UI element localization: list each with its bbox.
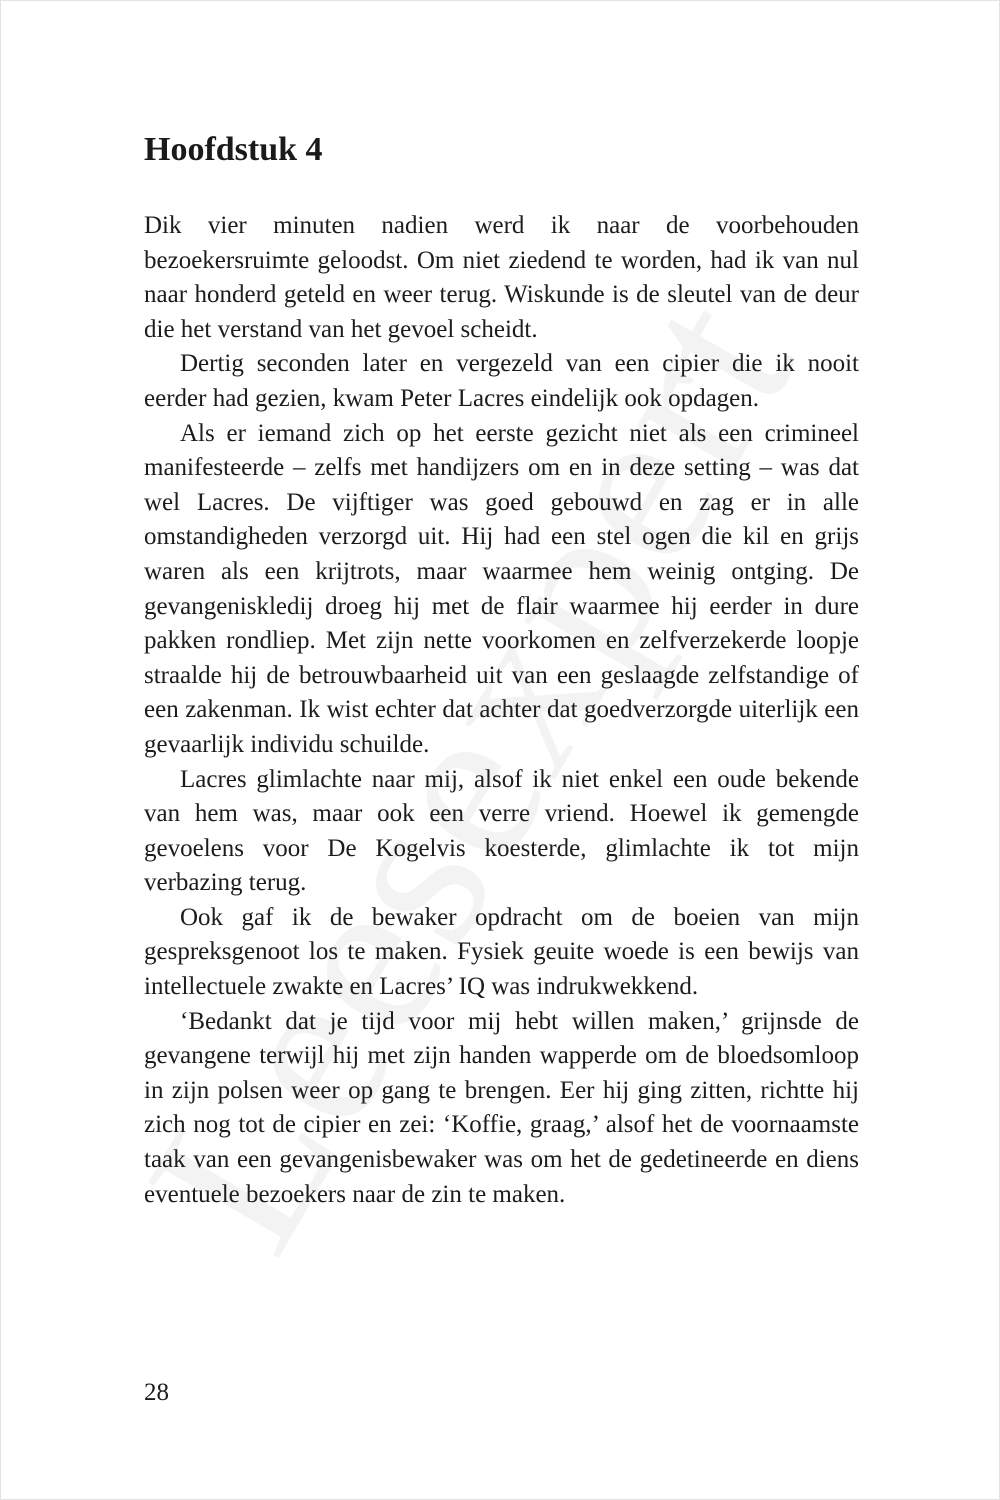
body-text <box>144 209 859 1212</box>
paragraph: Als er iemand zich op het eerste gezicht niet als een crimineel manifesteerde – zelfs met handijzers om en in deze setting – was dat wel Lacres. De vijftiger was goed gebouwd en zag er in alle omstandigheden verzorgd uit. Hij had een stel ogen die kil en grijs waren als een krijtrots, maar waarmee hem weinig ontging. De gevangeniskledij droeg hij met de flair waarmee hij eerder in dure pakken rondliep. Met zijn nette voorkomen en zelfverzekerde loopje straalde hij de betrouwbaarheid uit van een geslaagde zelfstandige of een zakenman. Ik wist echter dat achter dat goedverzorgde uiterlijk een gevaarlijk individu schuilde. <box>144 419 859 758</box>
paragraph: Dertig seconden later en vergezeld van een cipier die ik nooit eerder had gezien, kwam Peter Lacres eindelijk ook opdagen. <box>144 350 859 412</box>
page-number: 28 <box>144 1379 169 1406</box>
paragraph: Ook gaf ik de bewaker opdracht om de boeien van mijn gespreksgenoot los te maken. Fysiek geuite woede is een bewijs van intellectuele zwakte en Lacres’ IQ was indrukwekkend. <box>144 903 859 1001</box>
paragraph: ‘Bedankt dat je tijd voor mij hebt willen maken,’ grijnsde de gevangene terwijl hij met zijn handen wapperde om de bloedsomloop in zijn polsen weer op gang te brengen. Eer hij ging zitten, richtte hij zich nog tot de cipier en zei: ‘Koffie, graag,’ alsof het de voornaamste taak van een gevangenisbewaker was om het de gedetineerde en diens eventuele bezoekers naar de zin te maken. <box>144 1007 859 1208</box>
paragraph: Dik vier minuten nadien werd ik naar de voorbehouden bezoekersruimte geloodst. Om niet ziedend te worden, had ik van nul naar honderd geteld en weer terug. Wiskunde is de sleutel van de deur die het verstand van het gevoel scheidt. <box>144 212 859 343</box>
chapter-title: Hoofdstuk 4 <box>144 131 323 168</box>
paragraph: Lacres glimlachte naar mij, alsof ik niet enkel een oude bekende van hem was, maar ook een verre vriend. Hoewel ik gemengde gevoelens voor De Kogelvis koesterde, glimlachte ik tot mijn verbazing terug. <box>144 765 859 897</box>
